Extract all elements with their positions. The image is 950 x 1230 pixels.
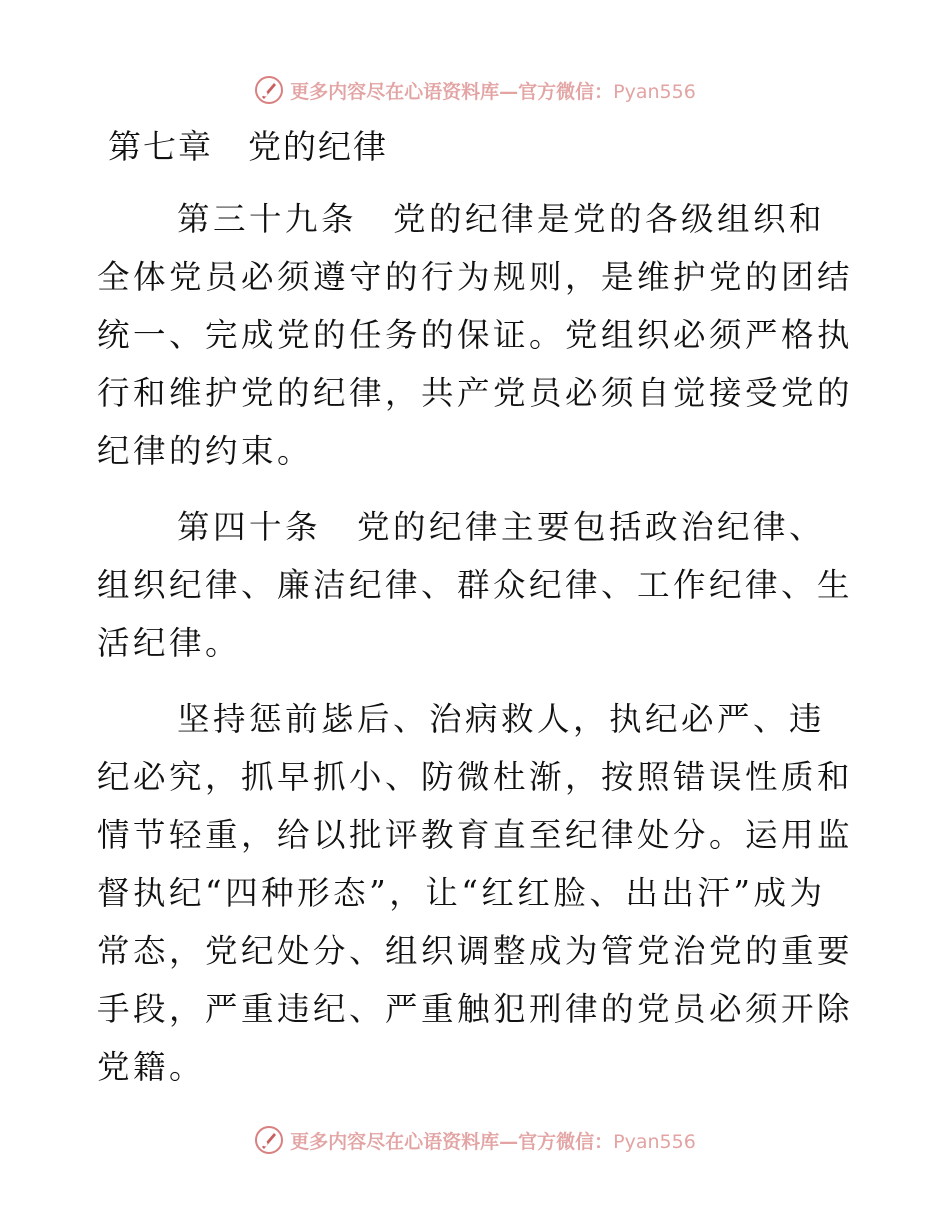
article-40-number: 第四十条 <box>177 508 322 546</box>
discipline-paragraph: 坚持惩前毖后、治病救人，执纪必严、违纪必究，抓早抓小、防微杜渐，按照错误性质和情节轻重，给以批评教育直至纪律处分。运用监督执纪“四种形态”，让“红红脸、出出汗”成为常态，党纪处分、组织调整成为管党治党的重要手段，严重违纪、严重触犯刑律的党员必须开除党籍。 <box>97 700 854 1086</box>
article-40 <box>97 498 857 672</box>
watermark-contact: Pyan556 <box>613 1130 696 1153</box>
watermark-contact: Pyan556 <box>613 80 696 103</box>
quill-logo-icon <box>254 75 284 105</box>
header-watermark <box>0 72 950 108</box>
watermark-text: 更多内容尽在心语资料库—官方微信：Pyan556 <box>290 80 696 103</box>
article-39-text: 党的纪律是党的各级组织和全体党员必须遵守的行为规则，是维护党的团结统一、完成党的任务的保证。党组织必须严格执行和维护党的纪律，共产党员必须自觉接受党的纪律的约束。 <box>97 200 854 470</box>
watermark-text: 更多内容尽在心语资料库—官方微信：Pyan556 <box>290 1130 696 1153</box>
article-40-text: 党的纪律主要包括政治纪律、组织纪律、廉洁纪律、群众纪律、工作纪律、生活纪律。 <box>97 508 854 662</box>
article-39-number: 第三十九条 <box>177 200 358 238</box>
chapter-title: 第七章 党的纪律 <box>108 127 388 166</box>
quill-logo-icon <box>254 1125 284 1155</box>
article-39 <box>97 190 857 480</box>
footer-watermark <box>0 1122 950 1158</box>
